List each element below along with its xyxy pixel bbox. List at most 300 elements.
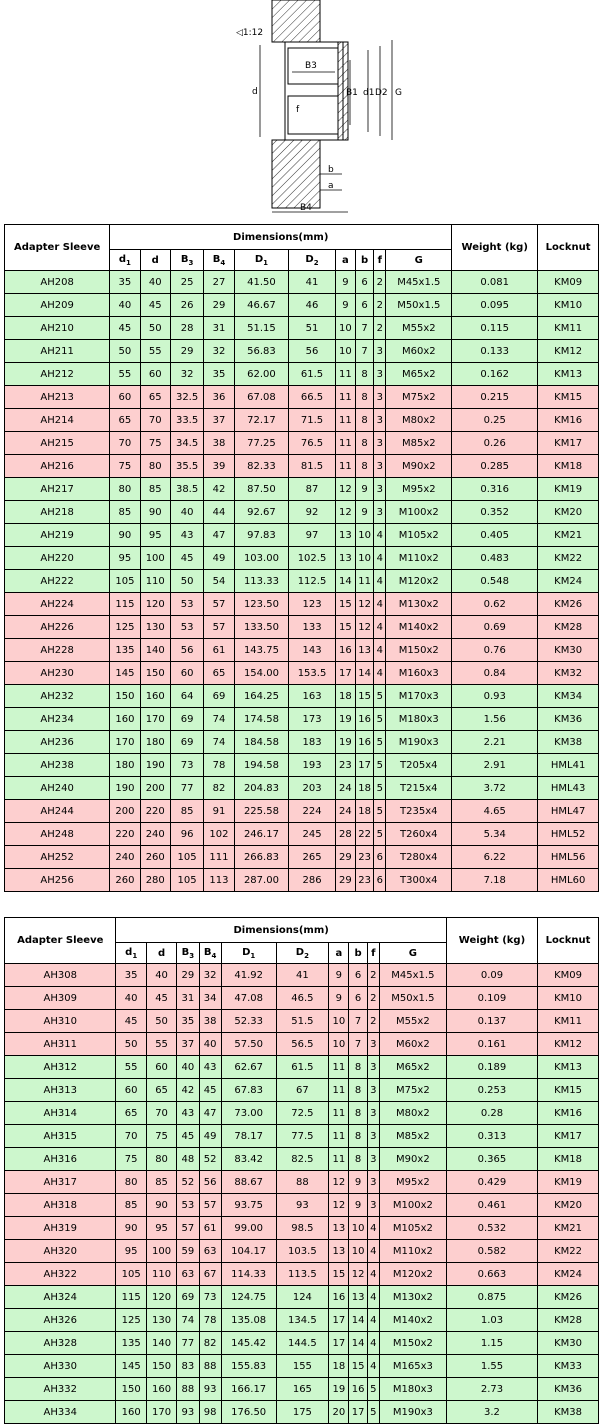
table-cell: 5 xyxy=(374,823,386,846)
table-cell: 9 xyxy=(329,964,349,987)
table-cell: 47 xyxy=(204,524,234,547)
table-cell: 57 xyxy=(204,593,234,616)
table-row xyxy=(5,1033,599,1056)
table-cell: 17 xyxy=(349,1401,367,1424)
table-cell: 0.109 xyxy=(446,987,537,1010)
table-cell: 50 xyxy=(116,1033,146,1056)
header-col-5: $D_2$ xyxy=(289,250,336,271)
table1-body xyxy=(5,271,599,892)
table-cell: 71.5 xyxy=(289,409,336,432)
table-cell: 0.875 xyxy=(446,1286,537,1309)
sleeve-designation: AH332 xyxy=(5,1378,116,1401)
sleeve-designation: AH316 xyxy=(5,1148,116,1171)
table-cell: 5 xyxy=(374,754,386,777)
table-cell: M150x2 xyxy=(379,1332,446,1355)
sleeve-designation: AH244 xyxy=(5,800,110,823)
table-cell: 40 xyxy=(116,987,146,1010)
header-locknut: Locknut xyxy=(538,918,599,964)
header-col-2: $B_3$ xyxy=(170,250,203,271)
table-row xyxy=(5,1217,599,1240)
table-cell: 3 xyxy=(367,1056,379,1079)
table-cell: 6 xyxy=(349,964,367,987)
sleeve-designation: AH322 xyxy=(5,1263,116,1286)
table-cell: 56 xyxy=(289,340,336,363)
sleeve-designation: AH310 xyxy=(5,1010,116,1033)
table-row xyxy=(5,800,599,823)
table-cell: 16 xyxy=(356,708,374,731)
table-cell: 246.17 xyxy=(234,823,289,846)
table-row xyxy=(5,386,599,409)
table-row xyxy=(5,547,599,570)
table-row xyxy=(5,593,599,616)
table-cell: M190x3 xyxy=(379,1401,446,1424)
table-cell: 0.313 xyxy=(446,1125,537,1148)
table-cell: 24 xyxy=(335,800,355,823)
table-row xyxy=(5,616,599,639)
sleeve-designation: AH318 xyxy=(5,1194,116,1217)
table-cell: 111 xyxy=(204,846,234,869)
label-d1: d1 xyxy=(363,88,375,98)
table-cell: 55 xyxy=(146,1033,176,1056)
table-cell: 7.18 xyxy=(452,869,538,892)
table-cell: 18 xyxy=(356,800,374,823)
table-row xyxy=(5,1240,599,1263)
table-cell: 11 xyxy=(335,409,355,432)
table-cell: 78.17 xyxy=(221,1125,276,1148)
table-cell: 93 xyxy=(276,1194,329,1217)
table-cell: 80 xyxy=(140,455,170,478)
table-cell: 100 xyxy=(140,547,170,570)
table-cell: 115 xyxy=(116,1286,146,1309)
table-cell: 124.75 xyxy=(221,1286,276,1309)
table-cell: 145.42 xyxy=(221,1332,276,1355)
table-cell: 113 xyxy=(204,869,234,892)
table-cell: KM22 xyxy=(538,1240,599,1263)
table-row xyxy=(5,685,599,708)
sleeve-designation: AH312 xyxy=(5,1056,116,1079)
table-cell: 69 xyxy=(170,708,203,731)
table-cell: 150 xyxy=(110,685,140,708)
table-cell: 44 xyxy=(204,501,234,524)
table-row xyxy=(5,1355,599,1378)
table-cell: 65 xyxy=(146,1079,176,1102)
table-cell: HML41 xyxy=(538,754,599,777)
table-cell: 1.03 xyxy=(446,1309,537,1332)
table-cell: 155 xyxy=(276,1355,329,1378)
table-cell: 154.00 xyxy=(234,662,289,685)
table-cell: 0.461 xyxy=(446,1194,537,1217)
table-cell: 80 xyxy=(110,478,140,501)
sleeve-designation: AH315 xyxy=(5,1125,116,1148)
table-cell: 29 xyxy=(335,869,355,892)
header-col-0: $d_1$ xyxy=(116,943,146,964)
header-col-0: $d_1$ xyxy=(110,250,140,271)
table-cell: 32 xyxy=(199,964,221,987)
table-cell: 3 xyxy=(367,1102,379,1125)
table-cell: 10 xyxy=(356,524,374,547)
table-cell: 11 xyxy=(356,570,374,593)
table-cell: 2 xyxy=(374,271,386,294)
table-cell: 51.15 xyxy=(234,317,289,340)
table-cell: 10 xyxy=(335,340,355,363)
table-cell: 46.5 xyxy=(276,987,329,1010)
header-adapter-sleeve: Adapter Sleeve xyxy=(5,918,116,964)
table-cell: M105x2 xyxy=(379,1217,446,1240)
table-cell: 56.5 xyxy=(276,1033,329,1056)
table-cell: KM38 xyxy=(538,731,599,754)
table-cell: 10 xyxy=(329,1033,349,1056)
table-cell: 88 xyxy=(199,1355,221,1378)
table-cell: 80 xyxy=(116,1171,146,1194)
table-cell: 60 xyxy=(146,1056,176,1079)
table-cell: 3 xyxy=(374,478,386,501)
table-cell: 13 xyxy=(329,1240,349,1263)
table-cell: M120x2 xyxy=(379,1263,446,1286)
table-cell: 53 xyxy=(177,1194,199,1217)
table-cell: 60 xyxy=(110,386,140,409)
table-cell: 2 xyxy=(374,294,386,317)
adapter-sleeve-diagram xyxy=(230,0,430,220)
table-cell: 35 xyxy=(110,271,140,294)
table-cell: 2.91 xyxy=(452,754,538,777)
table-cell: 41 xyxy=(276,964,329,987)
table-cell: 67 xyxy=(276,1079,329,1102)
table-cell: 8 xyxy=(349,1079,367,1102)
table-row xyxy=(5,1378,599,1401)
table-row xyxy=(5,639,599,662)
table-row xyxy=(5,1010,599,1033)
table-cell: M180x3 xyxy=(379,1378,446,1401)
table-cell: 52.33 xyxy=(221,1010,276,1033)
table-cell: 100 xyxy=(146,1240,176,1263)
table-cell: M130x2 xyxy=(379,1286,446,1309)
table-cell: 17 xyxy=(329,1309,349,1332)
table-cell: KM30 xyxy=(538,1332,599,1355)
table-cell: 176.50 xyxy=(221,1401,276,1424)
table-row xyxy=(5,271,599,294)
table-cell: 99.00 xyxy=(221,1217,276,1240)
sleeve-designation: AH216 xyxy=(5,455,110,478)
table-cell: 200 xyxy=(140,777,170,800)
table-cell: 24 xyxy=(335,777,355,800)
table-cell: 42 xyxy=(177,1079,199,1102)
table-cell: 67.08 xyxy=(234,386,289,409)
table-cell: 67 xyxy=(199,1263,221,1286)
table-cell: KM16 xyxy=(538,409,599,432)
table-cell: 0.548 xyxy=(452,570,538,593)
table-cell: 220 xyxy=(140,800,170,823)
table-cell: 11 xyxy=(329,1102,349,1125)
table-cell: M75x2 xyxy=(379,1079,446,1102)
table-cell: 38.5 xyxy=(170,478,203,501)
table-row xyxy=(5,478,599,501)
table-cell: KM13 xyxy=(538,1056,599,1079)
table-cell: M130x2 xyxy=(386,593,452,616)
label-B4: B4 xyxy=(300,203,312,213)
sleeve-designation: AH330 xyxy=(5,1355,116,1378)
table-row xyxy=(5,1286,599,1309)
table-cell: 85 xyxy=(140,478,170,501)
table-cell: 8 xyxy=(356,386,374,409)
table2-body xyxy=(5,964,599,1424)
table-cell: 0.095 xyxy=(452,294,538,317)
header-col-5: $D_2$ xyxy=(276,943,329,964)
table-cell: 0.285 xyxy=(452,455,538,478)
table-cell: 50 xyxy=(146,1010,176,1033)
table-cell: 0.189 xyxy=(446,1056,537,1079)
table-cell: 61 xyxy=(199,1217,221,1240)
table-row xyxy=(5,570,599,593)
table-cell: 8 xyxy=(356,409,374,432)
table-cell: 33.5 xyxy=(170,409,203,432)
table-cell: 12 xyxy=(349,1263,367,1286)
table-row xyxy=(5,1079,599,1102)
table-cell: 34 xyxy=(199,987,221,1010)
table-cell: 260 xyxy=(110,869,140,892)
table-cell: 9 xyxy=(335,271,355,294)
table-cell: 14 xyxy=(356,662,374,685)
table-cell: 3 xyxy=(367,1194,379,1217)
table-cell: 69 xyxy=(204,685,234,708)
table-cell: 60 xyxy=(140,363,170,386)
table-cell: M100x2 xyxy=(379,1194,446,1217)
table-cell: 69 xyxy=(170,731,203,754)
table-cell: 225.58 xyxy=(234,800,289,823)
table-cell: HML52 xyxy=(538,823,599,846)
sleeve-designation: AH218 xyxy=(5,501,110,524)
table-cell: 155.83 xyxy=(221,1355,276,1378)
table-cell: M170x3 xyxy=(386,685,452,708)
table-cell: 17 xyxy=(329,1332,349,1355)
table-cell: 5 xyxy=(374,685,386,708)
table-cell: 0.25 xyxy=(452,409,538,432)
table-row xyxy=(5,524,599,547)
table-cell: KM24 xyxy=(538,1263,599,1286)
table-cell: 50 xyxy=(170,570,203,593)
table-cell: 11 xyxy=(329,1079,349,1102)
table-cell: 190 xyxy=(140,754,170,777)
table-cell: 174.58 xyxy=(234,708,289,731)
table-cell: 124 xyxy=(276,1286,329,1309)
table-cell: 145 xyxy=(110,662,140,685)
table-cell: 95 xyxy=(146,1217,176,1240)
table-cell: KM10 xyxy=(538,987,599,1010)
table-cell: 144.5 xyxy=(276,1332,329,1355)
housing-top-hatch xyxy=(272,0,320,42)
table-cell: 9 xyxy=(356,478,374,501)
table-cell: 0.405 xyxy=(452,524,538,547)
table-cell: 14 xyxy=(349,1332,367,1355)
table-cell: 6 xyxy=(374,869,386,892)
table-cell: 2 xyxy=(367,987,379,1010)
table-cell: 77 xyxy=(170,777,203,800)
table-cell: 150 xyxy=(146,1355,176,1378)
table-cell: M45x1.5 xyxy=(379,964,446,987)
sleeve-designation: AH308 xyxy=(5,964,116,987)
table-cell: KM13 xyxy=(538,363,599,386)
table-cell: 34.5 xyxy=(170,432,203,455)
table-row xyxy=(5,409,599,432)
table-cell: 10 xyxy=(349,1217,367,1240)
table-cell: 180 xyxy=(110,754,140,777)
sleeve-designation: AH314 xyxy=(5,1102,116,1125)
table-cell: 77 xyxy=(177,1332,199,1355)
table-cell: 7 xyxy=(349,1033,367,1056)
table-row xyxy=(5,964,599,987)
table-cell: 45 xyxy=(170,547,203,570)
table-row xyxy=(5,777,599,800)
table-cell: 29 xyxy=(177,964,199,987)
table-cell: 286 xyxy=(289,869,336,892)
table-cell: M65x2 xyxy=(379,1056,446,1079)
table-cell: 15 xyxy=(335,616,355,639)
table-cell: KM20 xyxy=(538,1194,599,1217)
sleeve-designation: AH238 xyxy=(5,754,110,777)
table-cell: 3 xyxy=(374,455,386,478)
table-cell: 46 xyxy=(289,294,336,317)
table-cell: 88 xyxy=(276,1171,329,1194)
table-cell: 19 xyxy=(329,1378,349,1401)
table-row xyxy=(5,1102,599,1125)
table-cell: 5 xyxy=(374,731,386,754)
table-cell: 81.5 xyxy=(289,455,336,478)
table-cell: 74 xyxy=(204,708,234,731)
table-cell: 4 xyxy=(374,662,386,685)
table-cell: 97.83 xyxy=(234,524,289,547)
table-cell: 173 xyxy=(289,708,336,731)
table-cell: 78 xyxy=(199,1309,221,1332)
table-cell: 50 xyxy=(110,340,140,363)
table-cell: 11 xyxy=(329,1056,349,1079)
table-cell: 0.532 xyxy=(446,1217,537,1240)
label-G: G xyxy=(395,88,402,98)
table-cell: 32 xyxy=(170,363,203,386)
table-cell: 61.5 xyxy=(276,1056,329,1079)
table-cell: KM09 xyxy=(538,964,599,987)
table-cell: 245 xyxy=(289,823,336,846)
table-cell: 4.65 xyxy=(452,800,538,823)
table-cell: 93 xyxy=(199,1378,221,1401)
table-cell: 0.429 xyxy=(446,1171,537,1194)
table-cell: 3 xyxy=(374,432,386,455)
header-dimensions: Dimensions(mm) xyxy=(110,225,452,250)
table-cell: 29 xyxy=(335,846,355,869)
table-cell: 164.25 xyxy=(234,685,289,708)
label-D2: D2 xyxy=(375,88,388,98)
sleeve-designation: AH210 xyxy=(5,317,110,340)
table-cell: 9 xyxy=(335,294,355,317)
sleeve-designation: AH311 xyxy=(5,1033,116,1056)
table-cell: 105 xyxy=(170,846,203,869)
table-cell: 51.5 xyxy=(276,1010,329,1033)
sleeve-designation: AH220 xyxy=(5,547,110,570)
table-cell: 12 xyxy=(356,616,374,639)
table-cell: 110 xyxy=(146,1263,176,1286)
table-cell: 4 xyxy=(374,616,386,639)
table-cell: 8 xyxy=(349,1148,367,1171)
table-cell: HML56 xyxy=(538,846,599,869)
table-cell: 56.83 xyxy=(234,340,289,363)
table-cell: 5 xyxy=(374,800,386,823)
sleeve-designation: AH215 xyxy=(5,432,110,455)
table-cell: 4 xyxy=(374,570,386,593)
table-cell: 4 xyxy=(367,1263,379,1286)
table-cell: 37 xyxy=(177,1033,199,1056)
sleeve-designation: AH252 xyxy=(5,846,110,869)
table-cell: 37 xyxy=(204,409,234,432)
table-cell: 8 xyxy=(356,363,374,386)
header-weight: Weight (kg) xyxy=(452,225,538,271)
table-cell: 59 xyxy=(177,1240,199,1263)
table-cell: M95x2 xyxy=(386,478,452,501)
table-cell: 0.663 xyxy=(446,1263,537,1286)
header-col-2: $B_3$ xyxy=(177,943,199,964)
table-cell: 85 xyxy=(170,800,203,823)
table-cell: 4 xyxy=(367,1332,379,1355)
table-cell: KM17 xyxy=(538,432,599,455)
table-cell: 3 xyxy=(374,501,386,524)
table-cell: KM38 xyxy=(538,1401,599,1424)
table-cell: KM17 xyxy=(538,1125,599,1148)
table-cell: 11 xyxy=(335,363,355,386)
table-cell: 150 xyxy=(116,1378,146,1401)
table-cell: 125 xyxy=(116,1309,146,1332)
table-cell: 85 xyxy=(146,1171,176,1194)
table-cell: 40 xyxy=(146,964,176,987)
table-cell: 10 xyxy=(356,547,374,570)
table-cell: KM21 xyxy=(538,1217,599,1240)
sleeve-designation: AH256 xyxy=(5,869,110,892)
table-cell: 40 xyxy=(199,1033,221,1056)
table-cell: 76.5 xyxy=(289,432,336,455)
table-cell: 45 xyxy=(146,987,176,1010)
table-cell: 103.5 xyxy=(276,1240,329,1263)
table-cell: 0.09 xyxy=(446,964,537,987)
table-cell: 45 xyxy=(116,1010,146,1033)
table-cell: T300x4 xyxy=(386,869,452,892)
table-cell: 0.162 xyxy=(452,363,538,386)
table-cell: 75 xyxy=(116,1148,146,1171)
table-cell: 110 xyxy=(140,570,170,593)
table-cell: 1.55 xyxy=(446,1355,537,1378)
sleeve-designation: AH234 xyxy=(5,708,110,731)
table-cell: 0.161 xyxy=(446,1033,537,1056)
table-cell: 0.69 xyxy=(452,616,538,639)
table-cell: KM11 xyxy=(538,1010,599,1033)
table-cell: 60 xyxy=(170,662,203,685)
table-cell: 19 xyxy=(335,731,355,754)
table-row xyxy=(5,432,599,455)
sleeve-designation: AH319 xyxy=(5,1217,116,1240)
table-cell: 90 xyxy=(140,501,170,524)
table-cell: 53 xyxy=(170,616,203,639)
table-cell: KM26 xyxy=(538,1286,599,1309)
table-cell: 65 xyxy=(110,409,140,432)
table-cell: 38 xyxy=(204,432,234,455)
table-cell: 170 xyxy=(146,1401,176,1424)
table-cell: 9 xyxy=(356,501,374,524)
table-cell: 73.00 xyxy=(221,1102,276,1125)
table-cell: M55x2 xyxy=(386,317,452,340)
table-cell: 90 xyxy=(146,1194,176,1217)
header-col-8: f xyxy=(367,943,379,964)
table-cell: 15 xyxy=(349,1355,367,1378)
table-cell: 184.58 xyxy=(234,731,289,754)
table-cell: M85x2 xyxy=(386,432,452,455)
table-row xyxy=(5,1171,599,1194)
table-cell: 165 xyxy=(276,1378,329,1401)
table-cell: 140 xyxy=(146,1332,176,1355)
